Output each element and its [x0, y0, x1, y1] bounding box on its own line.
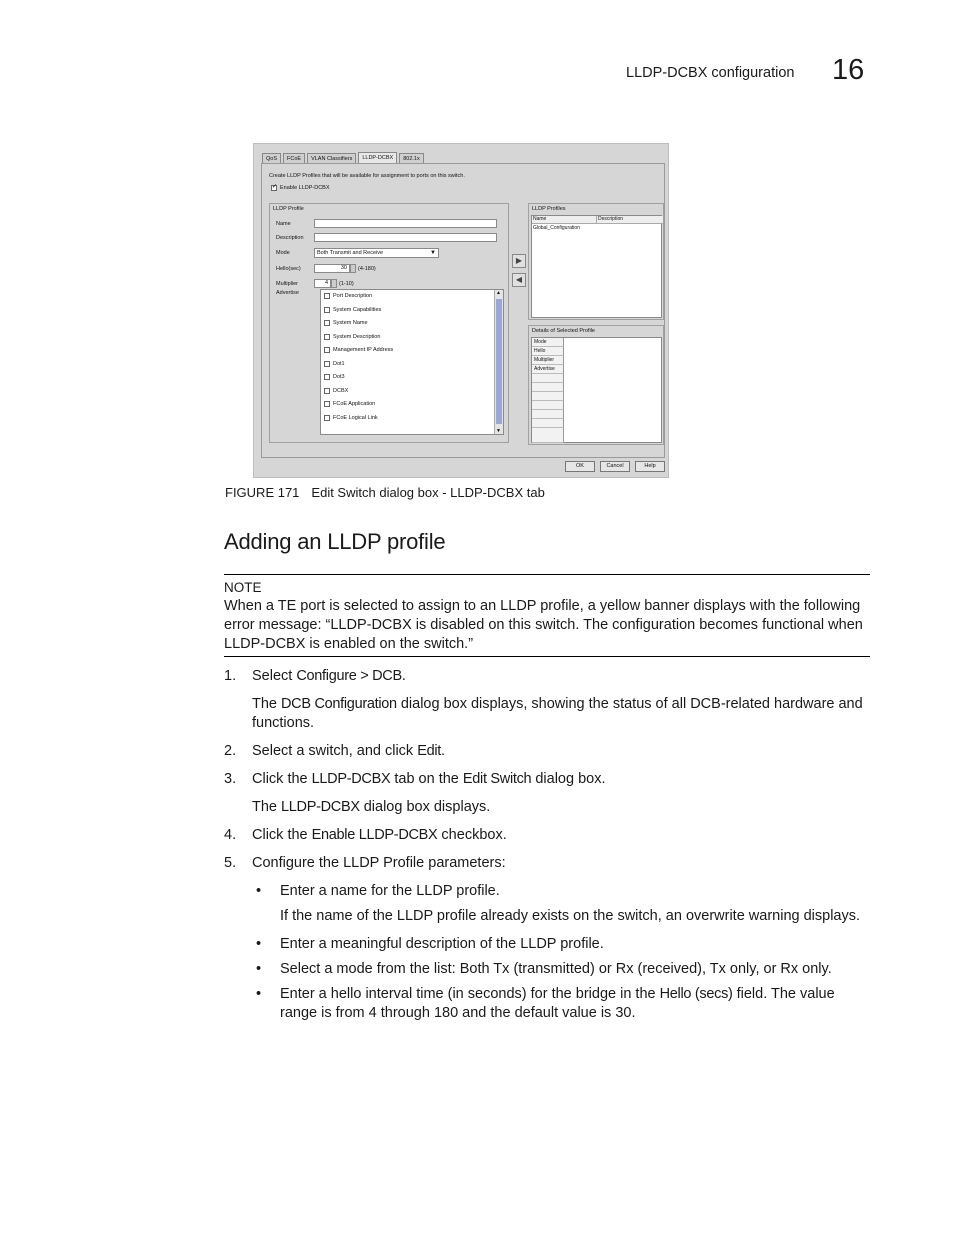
name-input[interactable] — [314, 219, 497, 228]
detail-row-multiplier: Multiplier — [532, 356, 564, 365]
multiplier-label: Multiplier — [276, 280, 299, 287]
help-button[interactable]: Help — [635, 461, 665, 472]
step-text: Select Configure > DCB. — [252, 668, 406, 684]
description-label: Description — [276, 234, 304, 241]
note-heading: NOTE — [224, 580, 262, 595]
list-item[interactable] — [324, 361, 345, 367]
panel-description: Create LLDP Profiles that will be available for assignment to ports on this switch. — [269, 173, 465, 179]
figure-title: Edit Switch dialog box - LLDP-DCBX tab — [311, 485, 545, 500]
checkbox-icon[interactable] — [324, 347, 330, 353]
item-label: Port Description — [333, 293, 373, 299]
checkbox-icon[interactable] — [324, 307, 330, 313]
profiles-table[interactable] — [531, 215, 662, 318]
item-label: DCBX — [333, 387, 349, 394]
move-right-button[interactable] — [512, 254, 526, 268]
details-table — [531, 337, 662, 443]
lldp-profile-group — [269, 203, 509, 443]
hello-row — [276, 264, 376, 273]
advertise-list[interactable] — [320, 289, 504, 435]
checkbox-icon[interactable] — [324, 334, 330, 340]
hello-spinner[interactable] — [350, 264, 356, 273]
column-header-description[interactable]: Description — [597, 216, 663, 224]
table-row[interactable]: Global_Configuration — [533, 225, 580, 231]
ui-term: Edit Switch — [462, 771, 532, 787]
vertical-scrollbar[interactable] — [494, 290, 503, 434]
step-detail: The DCB Configuration dialog box displays, showing the status of all DCB-related hardware and functions. — [252, 696, 863, 731]
hello-range: (4-180) — [358, 265, 376, 272]
tab-panel — [261, 163, 665, 458]
enable-label: Enable LLDP-DCBX — [280, 185, 330, 191]
dialog-screenshot — [253, 143, 669, 478]
detail-row-empty — [532, 392, 564, 401]
mode-value: Both Transmit and Receive — [317, 250, 384, 256]
item-label: FCoE Application — [333, 401, 376, 407]
note-text: When a TE port is selected to assign to an LLDP profile, a yellow banner displays with the following error message: “LLDP-DCBX is disabled on this switch. The configuration becomes functional when LLDP-DCBX is enabled on the switch.” — [224, 598, 863, 652]
step-number: 2. — [224, 743, 237, 759]
step-text: Select a switch, and click Edit. — [252, 743, 446, 759]
step-text: Configure the LLDP Profile parameters: — [252, 855, 506, 871]
list-item[interactable] — [324, 307, 381, 313]
multiplier-row — [276, 279, 354, 288]
tab-802-1x[interactable]: 802.1x — [399, 153, 424, 164]
note-top-rule — [224, 574, 870, 575]
group-title: LLDP Profile — [273, 206, 304, 212]
ok-button[interactable]: OK — [565, 461, 595, 472]
item-label: Dot1 — [333, 360, 345, 367]
group-title: LLDP Profiles — [532, 206, 566, 212]
move-left-button[interactable] — [512, 273, 526, 287]
description-row — [276, 233, 497, 242]
step-number: 1. — [224, 668, 237, 684]
item-label: Management IP Address — [333, 347, 394, 353]
bullet-text: Enter a name for the LLDP profile. — [280, 883, 500, 899]
list-item[interactable] — [324, 388, 348, 394]
checkbox-icon[interactable] — [324, 293, 330, 299]
detail-row-empty — [532, 401, 564, 410]
checkbox-icon[interactable] — [324, 320, 330, 326]
mode-row — [276, 248, 439, 258]
bullet-text: Enter a meaningful description of the LLDP profile. — [280, 936, 604, 952]
section-title: Adding an LLDP profile — [224, 529, 446, 554]
checkbox-icon[interactable] — [324, 401, 330, 407]
scroll-down-icon[interactable]: ▼ — [496, 428, 501, 434]
bullet-detail: If the name of the LLDP profile already exists on the switch, an overwrite warning displays. — [280, 908, 861, 924]
item-label: FCoE Logical Link — [333, 414, 378, 421]
ui-term: LLDP-DCBX — [311, 771, 391, 787]
checkbox-icon[interactable] — [324, 361, 330, 367]
detail-row-empty — [532, 410, 564, 419]
mode-label: Mode — [276, 250, 290, 256]
details-group — [528, 325, 664, 445]
list-item[interactable] — [324, 293, 372, 299]
bullet-text: Enter a hello interval time (in seconds) for the bridge in the Hello (secs) field. The value range is from 4 through 180 and the default value is 30. — [280, 986, 835, 1021]
arrow-right-icon: ▶ — [515, 256, 523, 265]
enable-lldp-dcbx-checkbox[interactable] — [271, 185, 330, 191]
advertise-row — [276, 290, 314, 296]
multiplier-range: (1-10) — [339, 280, 354, 287]
hello-label: Hello(sec) — [276, 265, 301, 272]
chapter-number: 16 — [832, 54, 865, 86]
description-input[interactable] — [314, 233, 497, 242]
step-text: Click the Enable LLDP-DCBX checkbox. — [252, 827, 507, 843]
ui-term: LLDP-DCBX — [281, 799, 360, 815]
hello-input[interactable]: 30 — [314, 264, 350, 273]
tab-lldp-dcbx[interactable]: LLDP-DCBX — [358, 152, 397, 164]
step-number: 5. — [224, 855, 237, 871]
checkbox-icon[interactable] — [324, 388, 330, 394]
mode-select[interactable] — [314, 248, 439, 258]
list-item[interactable] — [324, 320, 368, 326]
item-label: System Name — [333, 320, 368, 326]
name-row — [276, 219, 497, 228]
list-item[interactable] — [324, 374, 345, 380]
item-label: System Capabilities — [333, 306, 382, 313]
scroll-up-icon[interactable]: ▲ — [496, 290, 501, 296]
tab-fcoe[interactable]: FCoE — [283, 153, 305, 164]
item-label: Dot3 — [333, 374, 345, 380]
detail-row-mode: Mode — [532, 338, 564, 347]
name-label: Name — [276, 220, 291, 227]
list-item[interactable] — [324, 347, 393, 353]
step-number: 4. — [224, 827, 237, 843]
detail-row-empty — [532, 419, 564, 428]
detail-row-hello: Hello — [532, 347, 564, 356]
step-text: Click the LLDP-DCBX tab on the Edit Switch dialog box. — [252, 771, 606, 787]
bullet-icon: • — [256, 883, 262, 899]
running-header: LLDP-DCBX configuration — [626, 65, 795, 81]
checkbox-icon[interactable] — [324, 415, 330, 421]
list-item[interactable] — [324, 401, 375, 407]
ui-term: Enable LLDP-DCBX — [311, 827, 438, 843]
ui-term: Hello (secs) — [659, 986, 733, 1002]
lldp-profiles-group — [528, 203, 664, 320]
note-bottom-rule — [224, 656, 870, 657]
detail-row-advertise: Advertise — [532, 365, 564, 374]
bullet-icon: • — [256, 961, 262, 977]
multiplier-spinner[interactable] — [331, 279, 337, 288]
item-label: System Description — [333, 333, 381, 340]
checkbox-checked-icon[interactable] — [271, 185, 277, 191]
group-title: Details of Selected Profile — [532, 328, 595, 334]
figure-number: FIGURE 171 — [225, 485, 300, 500]
step-number: 3. — [224, 771, 237, 787]
chevron-down-icon: ▼ — [430, 250, 436, 256]
multiplier-input[interactable]: 4 — [314, 279, 331, 288]
tab-qos[interactable]: QoS — [262, 153, 281, 164]
ui-term: Configure > DCB — [296, 668, 402, 684]
cancel-button[interactable]: Cancel — [600, 461, 630, 472]
bullet-text: Select a mode from the list: Both Tx (transmitted) or Rx (received), Tx only, or Rx only. — [280, 961, 832, 977]
ui-term: DCB Configuration — [281, 696, 397, 712]
detail-row-empty — [532, 383, 564, 392]
detail-row-empty — [532, 428, 564, 443]
arrow-left-icon: ◀ — [515, 275, 523, 284]
figure-caption — [225, 485, 545, 500]
advertise-label: Advertise — [276, 290, 299, 296]
list-item[interactable] — [324, 415, 378, 421]
scrollbar-thumb[interactable] — [496, 299, 502, 424]
list-item[interactable] — [324, 334, 380, 340]
checkbox-icon[interactable] — [324, 374, 330, 380]
column-header-name[interactable]: Name — [532, 216, 597, 224]
detail-row-empty — [532, 374, 564, 383]
step-detail: The LLDP-DCBX dialog box displays. — [252, 799, 491, 815]
bullet-icon: • — [256, 936, 262, 952]
bullet-icon: • — [256, 986, 262, 1002]
ui-term: Edit — [417, 743, 442, 759]
tab-vlan-classifiers[interactable]: VLAN Classifiers — [307, 153, 356, 164]
